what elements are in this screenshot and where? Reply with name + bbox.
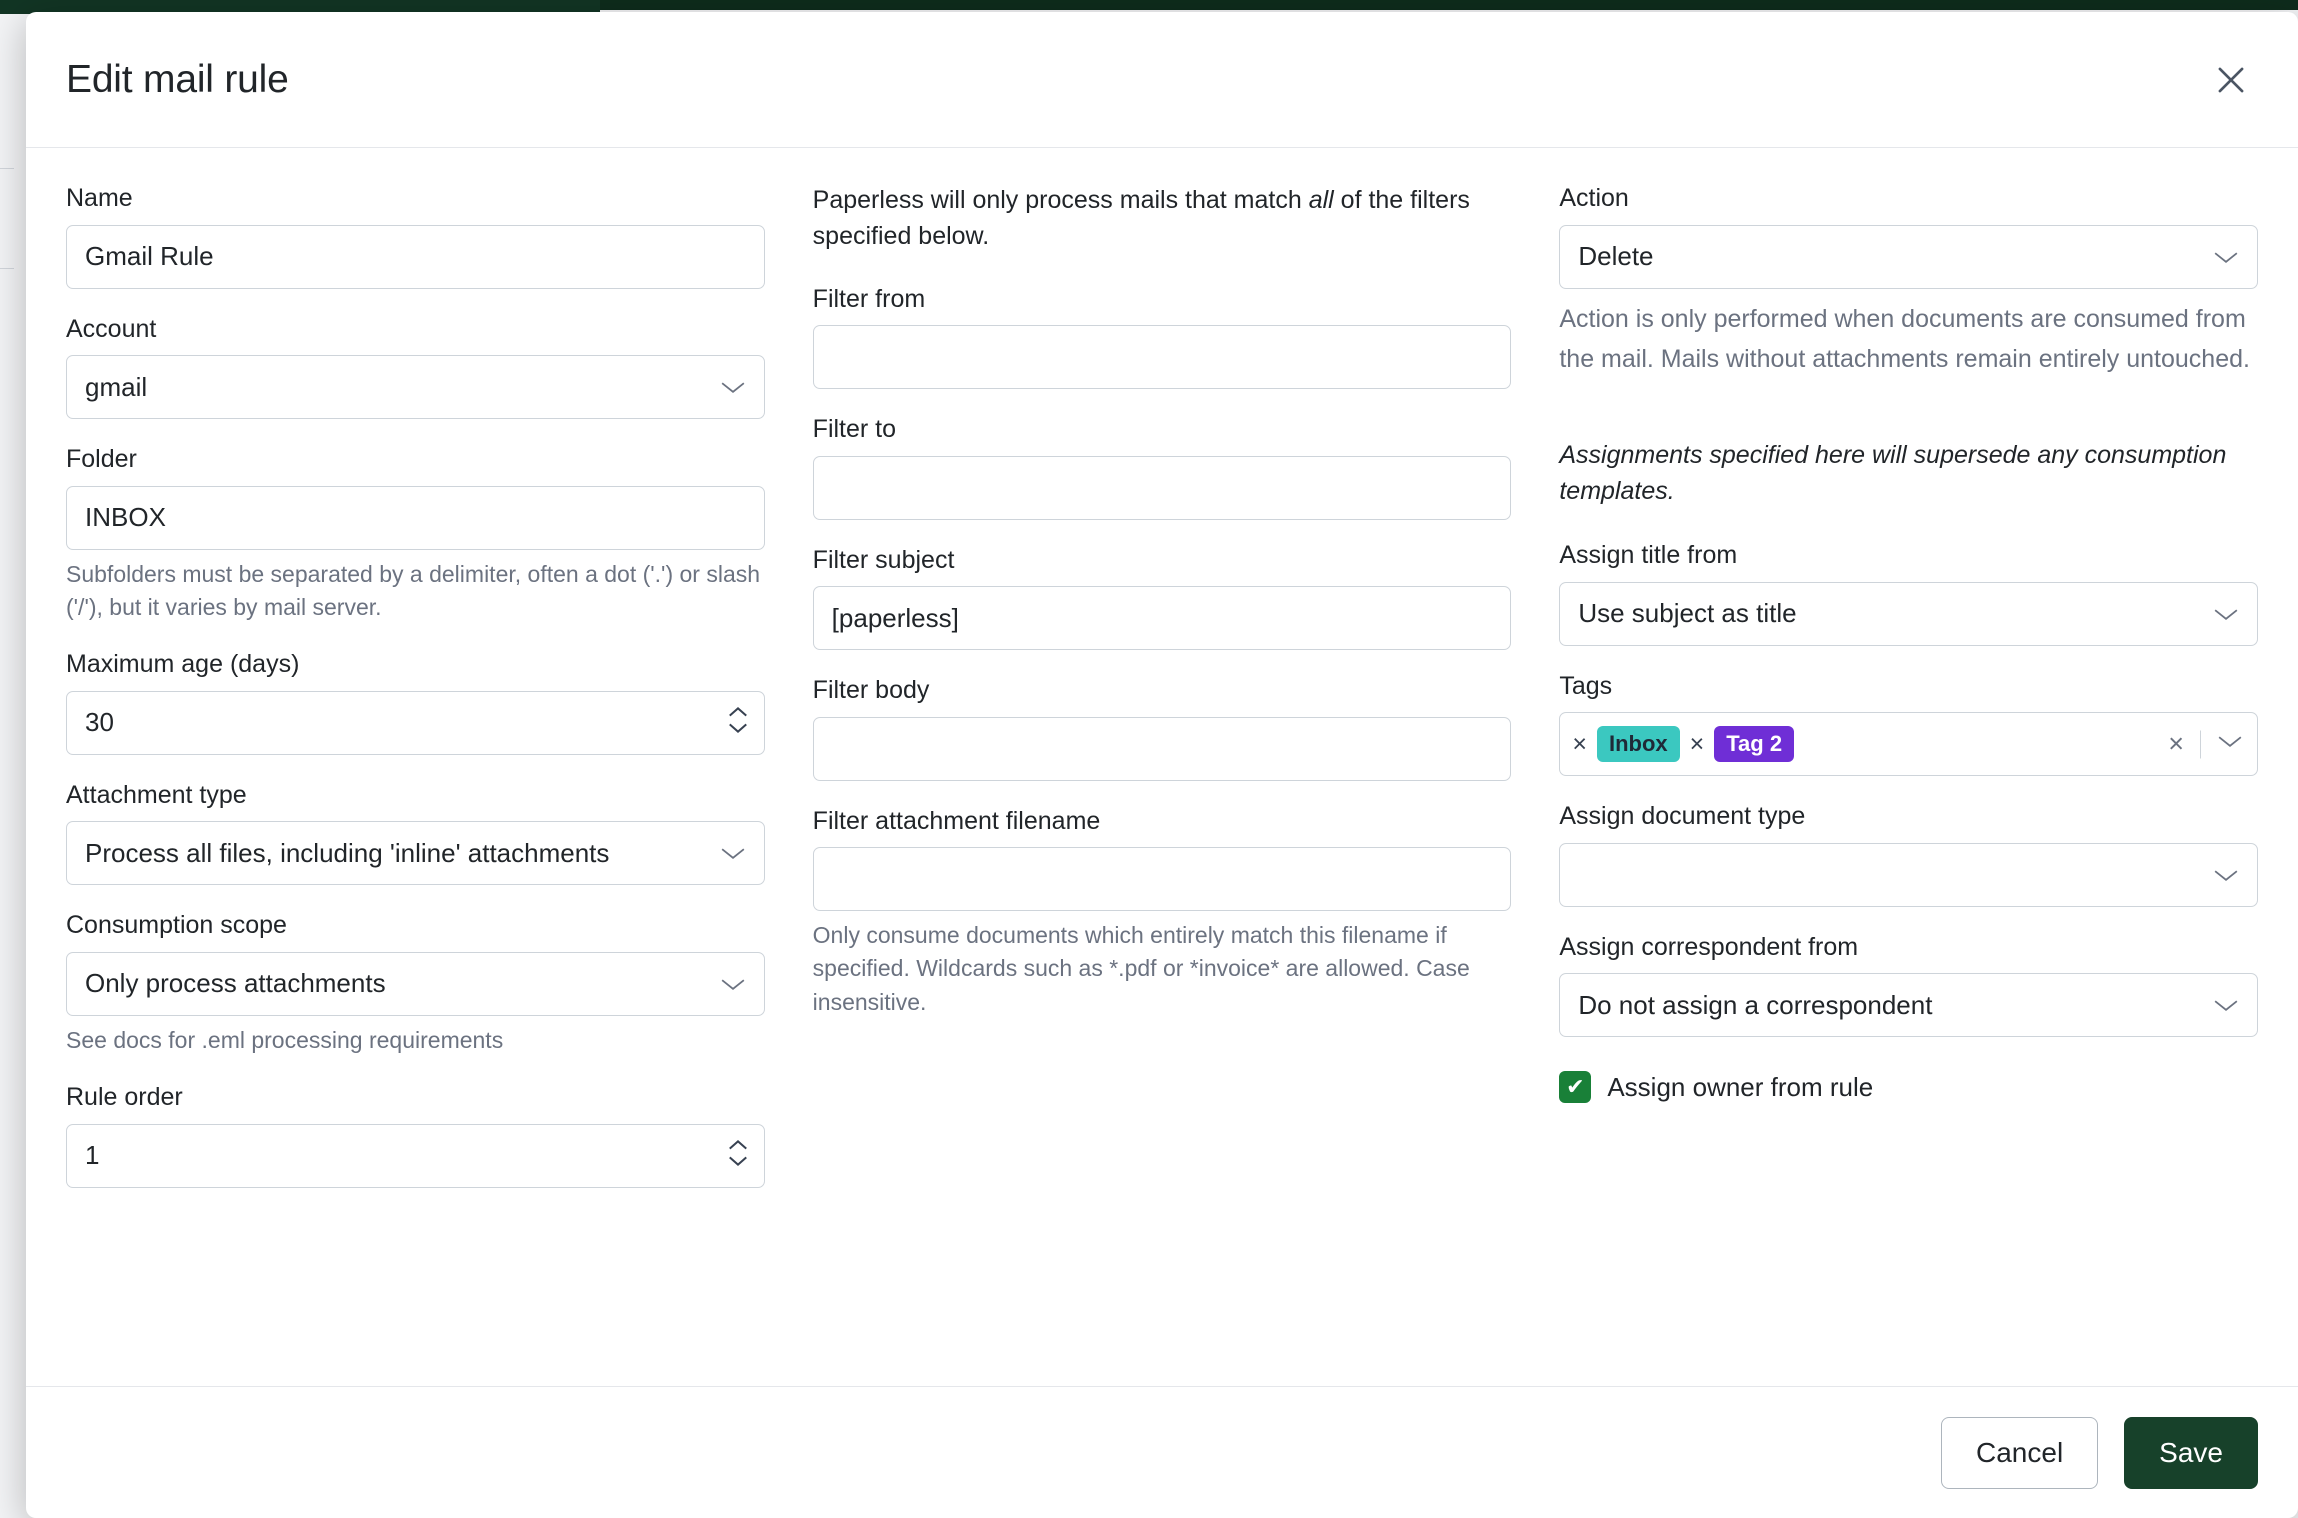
topbar-strip-right [600,0,2298,10]
label-filter-subject: Filter subject [812,545,955,574]
label-rule-order: Rule order [66,1083,183,1112]
field-account [66,313,765,420]
action-select[interactable] [1559,225,2258,289]
filter-from-input[interactable] [813,325,1512,389]
attachment-type-value: Process all files, including 'inline' attachments [85,837,610,868]
field-name [66,182,765,289]
tag-chip: Inbox [1597,726,1680,762]
field-attachment-type [66,779,765,886]
field-filter-attachment-filename [813,805,1512,1020]
chevron-down-icon [2213,859,2239,890]
field-tags [1559,670,2258,777]
chevron-down-icon [720,968,746,999]
label-action: Action [1559,184,1629,212]
label-filter-attachment-filename: Filter attachment filename [812,806,1101,835]
folder-input[interactable] [66,486,765,550]
label-name: Name [66,184,133,212]
field-consumption-scope [66,909,765,1057]
label-filter-to: Filter to [812,415,897,443]
filters-intro-emphasis: all [1308,186,1334,214]
background-text [0,60,22,260]
field-assign-document-type [1559,800,2258,907]
tags-multiselect[interactable] [1559,712,2258,776]
maximum-age-stepper[interactable] [727,706,749,735]
field-rule-order [66,1081,765,1188]
field-filter-subject [813,544,1512,651]
assign-document-type-select[interactable] [1559,843,2258,907]
chevron-down-icon [2213,598,2239,629]
label-maximum-age: Maximum age (days) [66,650,300,679]
field-assign-correspondent-from [1559,931,2258,1038]
chevron-down-icon [2213,990,2239,1021]
rule-order-input[interactable] [66,1124,765,1188]
name-input[interactable] [66,225,765,289]
field-filter-from [813,283,1512,390]
field-maximum-age [66,648,765,755]
remove-tag-icon[interactable]: × [1689,729,1705,758]
cancel-button[interactable]: Cancel [1941,1417,2098,1489]
label-filter-body: Filter body [812,676,930,704]
filter-to-input[interactable] [813,456,1512,520]
account-select[interactable] [66,355,765,419]
clear-icon[interactable]: × [2168,728,2185,759]
background-divider [0,268,14,269]
label-account: Account [66,314,157,343]
label-assign-correspondent-from: Assign correspondent from [1559,932,1859,961]
account-select-value: gmail [85,371,148,402]
filters-intro [813,182,1512,255]
assign-title-from-select[interactable] [1559,582,2258,646]
consumption-scope-help-text: See docs for .eml processing requirements [66,1026,504,1053]
chevron-down-icon [720,838,746,869]
chevron-down-icon[interactable] [2217,734,2243,755]
page-title: Edit mail rule [66,57,289,101]
close-icon[interactable] [2204,53,2258,107]
tag-item [1690,726,1794,762]
column-actions [1559,182,2258,1386]
save-button[interactable]: Save [2124,1417,2258,1489]
field-action [1559,182,2258,379]
column-filters [813,182,1512,1386]
filter-attachment-filename-help-text: Only consume documents which entirely match this filename if specified. Wildcards such as *.pdf or *invoice* are allowed. Case insensitive. [812,922,1470,1015]
consumption-scope-select[interactable] [66,952,765,1016]
tag-item [1572,726,1679,762]
edit-mail-rule-dialog [26,12,2298,1518]
chevron-down-icon [720,372,746,403]
dialog-body [26,148,2298,1386]
filter-attachment-filename-input[interactable] [813,847,1512,911]
label-consumption-scope: Consumption scope [66,911,287,940]
tag-chip: Tag 2 [1714,726,1794,762]
maximum-age-input[interactable] [66,691,765,755]
action-select-value: Delete [1578,241,1654,271]
assign-owner-label: Assign owner from rule [1607,1071,1874,1102]
field-assign-title-from [1559,539,2258,646]
column-rule-settings [66,182,765,1386]
filters-intro-after: of the filters specified below. [812,186,1470,251]
label-assign-title-from: Assign title from [1559,541,1738,569]
field-filter-to [813,413,1512,520]
field-filter-body [813,674,1512,781]
label-folder: Folder [66,445,137,473]
dialog-footer [26,1386,2298,1518]
filters-intro-before: Paperless will only process mails that match [812,186,1309,214]
field-assign-owner-from-rule[interactable] [1559,1071,2258,1103]
attachment-type-select[interactable] [66,821,765,885]
consumption-scope-value: Only process attachments [85,968,386,999]
action-help-text: Action is only performed when documents are consumed from the mail. Mails without attachments remain entirely untouched. [1559,304,2250,373]
field-folder [66,443,765,624]
rule-order-stepper[interactable] [727,1139,749,1168]
label-assign-document-type: Assign document type [1559,802,1806,830]
label-filter-from: Filter from [812,284,926,313]
assign-correspondent-from-select[interactable] [1559,973,2258,1037]
dialog-header [26,12,2298,148]
label-attachment-type: Attachment type [66,780,247,809]
divider [2200,730,2201,758]
folder-help-text: Subfolders must be separated by a delimiter, often a dot ('.') or slash ('/'), but it varies by mail server. [66,560,761,620]
label-tags: Tags [1559,671,1613,700]
chevron-down-icon [2213,241,2239,272]
remove-tag-icon[interactable]: × [1572,729,1587,758]
tags-controls [2168,729,2243,760]
assignments-note: Assignments specified here will supersede any consumption templates. [1559,440,2227,505]
assign-title-from-value: Use subject as title [1578,598,1797,628]
assign-owner-checkbox[interactable]: ✔ [1559,1071,1591,1103]
filter-body-input[interactable] [813,717,1512,781]
filter-subject-input[interactable] [813,586,1512,650]
assign-correspondent-from-value: Do not assign a correspondent [1578,989,1933,1020]
